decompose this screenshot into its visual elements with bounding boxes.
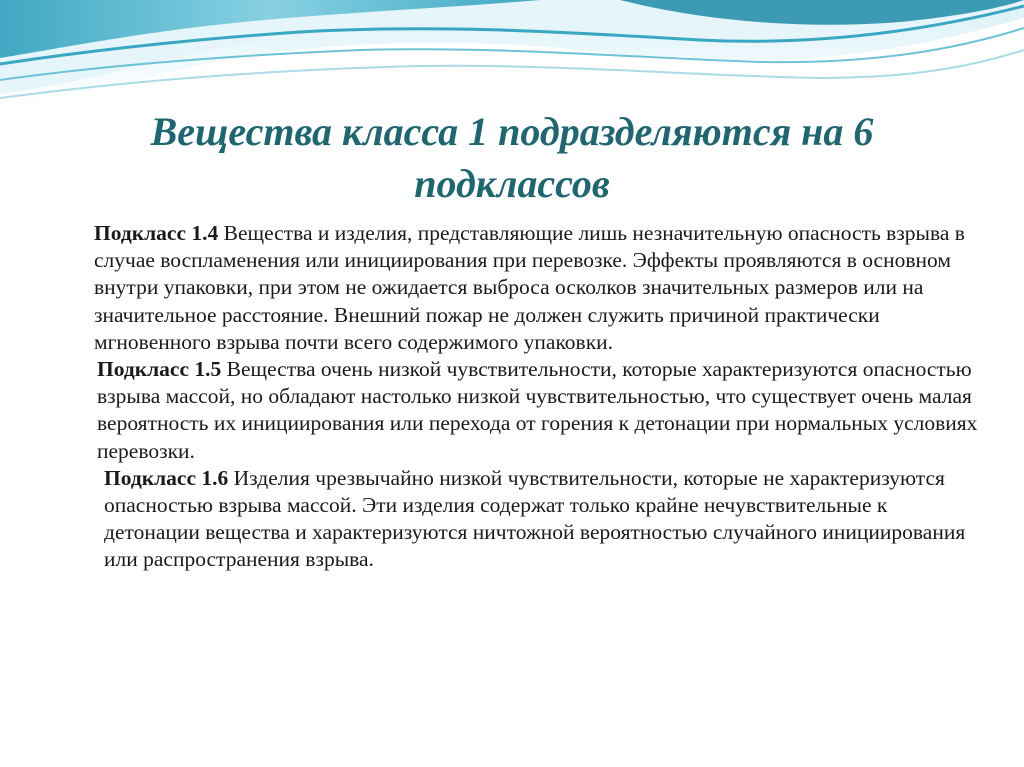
subclass-label: Подкласс 1.5 bbox=[97, 357, 222, 382]
paragraph-subclass-1-6 bbox=[88, 465, 978, 574]
paragraph-subclass-1-4 bbox=[88, 220, 978, 356]
subclass-label: Подкласс 1.4 bbox=[94, 221, 219, 245]
paragraph-text: Изделия чрезвычайно низкой чувствительности, которые не характеризуются опасностью взрыва массой. Эти изделия содержат только крайне нечувствительные к детонации вещества и характеризуются ничтожной вероятностью случайного инициирования или распространения взрыва. bbox=[104, 465, 966, 572]
header-wave-decoration bbox=[0, 0, 1024, 120]
paragraph-text: Вещества и изделия, представляющие лишь незначительную опасность взрыва в случае воспламенения или инициирования при перевозке. Эффекты проявляются в основном внутри упаковки, при этом не ожидается выброса осколков значительных размеров или на значительное расстояние. Внешний пожар не должен служить причиной практически мгновенного взрыва почти всего содержимого упаковки. bbox=[94, 221, 965, 354]
paragraph-subclass-1-5 bbox=[88, 356, 978, 465]
subclass-label: Подкласс 1.6 bbox=[104, 465, 229, 490]
slide-body bbox=[88, 220, 978, 574]
slide-title: Вещества класса 1 подразделяются на 6 подклассов bbox=[150, 109, 874, 206]
paragraph-text: Вещества очень низкой чувствительности, которые характеризуются опасностью взрыва массой, но обладают настолько низкой чувствительностью, что существует очень малая вероятность их инициирования или перехода от горения к детонации при нормальных условиях перевозки. bbox=[97, 357, 978, 463]
